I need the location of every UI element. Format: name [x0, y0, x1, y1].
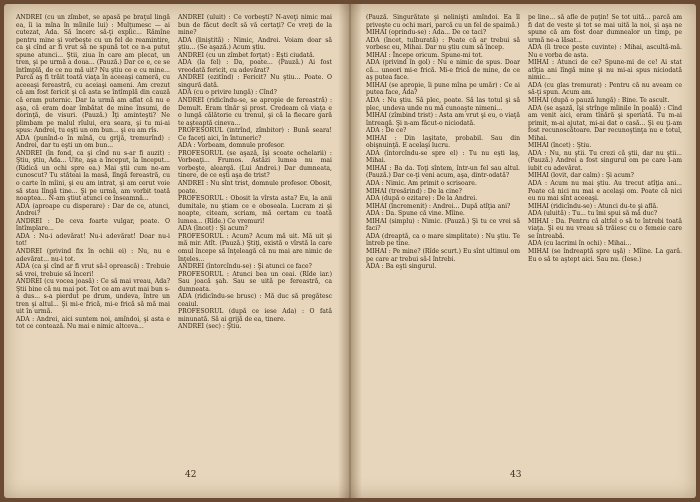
right-page	[366, 14, 684, 474]
left-page	[16, 14, 334, 474]
left-page-column-2-text: ANDREI (uluit) : Ce vorbeşti? N-aveţi nimic mai bun de făcut decît să vă certaţi? Ce vreţi de la mine? ADA (liniştită) : Nimic, Andrei. Voiam doar să ştiu... (Se aşază.) Acum ştiu. ANDREI (cu un zîmbet forţat) : Eşti ciudată. ADA (la fel) : Da, poate... (Pauză.) Ai fost vreodată fericit, cu adevărat? ANDREI (ezitînd) : Fericit? Nu ştiu... Poate. O singură dată. ADA (cu o privire lungă) : Cînd? ANDREI (ridicîndu-se, se apropie de fereastră) : Demult. Eram tînăr şi prost. Credeam că viaţa e o lungă călătorie cu trenul, şi că la fiecare gară te aşteaptă cineva... PROFESORUL (intrînd, zîmbitor) : Bună seara! Ce faceţi aici, în întuneric? ADA : Vorbeam, domnule profesor. PROFESORUL (se aşază, îşi scoate ochelarii) : Vorbeaţi... Frumos. Astăzi lumea nu mai vorbeşte, aleargă. (Lui Andrei.) Dar dumneata, tinere, de ce eşti aşa de trist? ANDREI : Nu sînt trist, domnule profesor. Obosit, poate. PROFESORUL : Obosit la vîrsta asta? Eu, la anii dumitale, nu ştiam ce e oboseala. Lucram zi şi noapte, citeam, scriam, mă certam cu toată lumea... (Rîde.) Ce vremuri! ADA (încet) : Şi acum? PROFESORUL : Acum? Acum mă uit. Mă uit şi mă mir. Atît. (Pauză.) Ştiţi, există o vîrstă la care omul începe să înţeleagă că nu mai are nimic de înţeles... ANDREI (întorcîndu-se) : Şi atunci ce face? PROFESORUL : Atunci bea un ceai. (Rîde iar.) Sau joacă şah. Sau se uită pe fereastră, ca dumneata. ADA (ridicîndu-se brusc) : Mă duc să pregătesc ceaiul. PROFESORUL (după ce iese Ada) : O fată minunată. Să ai grijă de ea, tinere. ANDREI (sec) : Ştiu.	[178, 14, 332, 331]
right-page-column-1-text: (Pauză. Singurătate şi nelinişti amîndoi. Ea îl priveşte cu ochi mari, parcă cu un fel de spaimă.) MIHAI (oprindu-se) : Ada... De ce taci? ADA (încet, tulburată) : Poate că ar trebui să vorbesc eu, Mihai. Dar nu ştiu cum să încep. MIHAI : Începe oricum. Spune-mi tot. ADA (privind în gol) : Nu e nimic de spus. Doar că... uneori mi-e frică. Mi-e frică de mine, de ce aş putea face. MIHAI (se apropie, îi pune mîna pe umăr) : Ce ai putea face, Ada? ADA : Nu ştiu. Să plec, poate. Să las totul şi să plec, undeva unde nu mă cunoaşte nimeni... MIHAI (zîmbind trist) : Asta am vrut şi eu, o viaţă întreagă. Şi n-am făcut-o niciodată. ADA : De ce? MIHAI : Din laşitate, probabil. Sau din obişnuinţă. E acelaşi lucru. ADA (întorcîndu-se spre el) : Tu nu eşti laş, Mihai. MIHAI : Ba da. Toţi sîntem, într-un fel sau altul. (Pauză.) Dar ce-ţi veni acum, aşa, dintr-odată? ADA : Nimic. Am primit o scrisoare. MIHAI (tresărind) : De la cine? ADA (după o ezitare) : De la Andrei. MIHAI (încremenit) : Andrei... După atîţia ani? ADA : Da. Spune că vine. Mîine. MIHAI (simplu) : Nimic. (Pauză.) Şi tu ce vrei să faci? ADA (dreaptă, ca o mare simplitate) : Nu ştiu. Te întreb pe tine. MIHAI : Pe mine? (Rîde scurt.) Eu sînt ultimul om pe care ar trebui să-l întrebi. ADA : Ba eşti singurul.	[366, 14, 520, 271]
left-page-column-1-text: ANDREI (cu un zîmbet, se apasă pe braţul lingă ea, îi ia mîna în mîinile lui) : Mulţumesc — ai cutezat, Ada. Să încerc să-ţi explic... Rămîne pentru mine şi vorbeşte cu un fel de reamintire, ca şi cînd ar fi vrut să ne spună tot ce n-a putut spune atunci... Ştii, ziua în care am plecat, un tren, şi pe urmă a doua... (Pauză.) Dar ce e, ce se întîmplă, de ce nu mă uit? Nu ştiu ce e cu mine... Parcă aş fi trăit toată viaţa în aceeaşi cameră, cu aceeaşi fereastră, cu aceiaşi oameni. Am crezut că am fost fericit şi că asta se întîmplă din cauză că eram puternic. Dar la urmă am aflat că nu e aşa, că eram doar îmbătat de mine însumi, de dorinţă, de visuri. (Pauză.) Îţi aminteşti? Ne plimbam pe malul rîului, era seara, şi tu mi-ai spus: Andrei, tu eşti un om bun... şi eu am rîs. ADA (punînd-o în mînă, cu grijă, tremurînd) : Andrei, dar tu eşti un om bun... ANDREI (în fond, ca şi cînd nu s-ar fi auzit) : Ştiu, ştiu, Ada... Uite, aşa a început, la început... (Ridică un ochi spre ea.) Mai ştii cum ne-am cunoscut? Tu stăteai la masă, lîngă fereastră, cu o carte în mîini, şi eu am intrat, şi am cerut voie să stau lîngă tine... Şi pe urmă, am vorbit toată noaptea... N-am ştiut atunci ce înseamnă... ADA (aproape cu disperare) : Dar de ce, atunci, Andrei? ANDREI : De ceva foarte vulgar, poate. O întîmplare... ADA : Nu-i adevărat! Nu-i adevărat! Doar nu-i tot! ANDREI (privind fix în ochii ei) : Nu, nu e adevărat... nu-i tot. ADA (ca şi cînd ar fi vrut să-l oprească) : Trebuie să vrei, trebuie să înceri! ANDREI (cu vocea joasă) : Ce să mai vreau, Ada? Ştii bine că nu mai pot. Tot ce am avut mai bun s-a dus... s-a pierdut pe drum, undeva, între un tren şi altul... Şi mi-e frică, mi-e frică să mă mai uit în urmă. ADA : Andrei, aici suntem noi, amîndoi, şi asta e tot ce contează. Nu mai e nimic altceva...	[16, 14, 170, 331]
right-page-column-2	[528, 14, 682, 466]
left-page-column-2	[178, 14, 332, 466]
right-page-column-2-text: pe line... să afle de puţin! Se tot uită... parcă am fi dat de veste şi tot se mai uită la noi, şi aşa ne spune că am fost doar dumnealor un timp, pe urmă ne-a lăsat... ADA (îi trece peste cuvinte) : Mihai, ascultă-mă. Nu e vorba de asta. MIHAI : Atunci de ce? Spune-mi de ce! Ai stat atîţia ani lîngă mine şi nu mi-ai spus niciodată nimic... ADA (cu glas tremurat) : Pentru că nu aveam ce să-ţi spun. Acum am. MIHAI (după o pauză lungă) : Bine. Te ascult. ADA (se aşază, îşi strînge mîinile în poală) : Cînd am venit aici, eram tînără şi speriată. Tu m-ai primit, m-ai ajutat, mi-ai dat o casă... Şi eu ţi-am fost recunoscătoare. Dar recunoştinţa nu e totul, Mihai. MIHAI (încet) : Ştiu. ADA : Nu, nu ştii. Tu crezi că ştii, dar nu ştii... (Pauză.) Andrei a fost singurul om pe care l-am iubit cu adevărat. MIHAI (lovit, dar calm) : Şi acum? ADA : Acum nu mai ştiu. Au trecut atîţia ani... Poate că nici nu mai e acelaşi om. Poate că nici eu nu mai sînt aceeaşi. MIHAI (ridicîndu-se) : Atunci du-te şi află. ADA (uluită) : Tu... tu îmi spui să mă duc? MIHAI : Da. Pentru că altfel o să te întrebi toată viaţa. Şi eu nu vreau să trăiesc cu o femeie care se întreabă. ADA (cu lacrimi în ochi) : Mihai... MIHAI (se îndreaptă spre uşă) : Mîine. La gară. Eu o să te aştept aici. Sau nu. (Iese.)	[528, 14, 682, 263]
right-page-number: 43	[510, 470, 522, 480]
book-gutter	[338, 4, 362, 498]
right-page-column-1	[366, 14, 520, 466]
left-page-column-1	[16, 14, 170, 466]
left-page-number: 42	[185, 470, 197, 480]
